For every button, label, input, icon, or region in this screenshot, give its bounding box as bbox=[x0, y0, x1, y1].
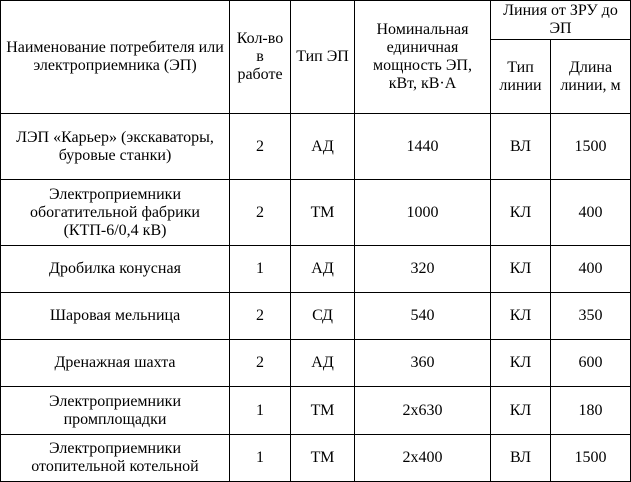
header-line-length: Длина линии, м bbox=[551, 40, 631, 114]
cell-line-type: ВЛ bbox=[491, 114, 551, 180]
cell-line-type: КЛ bbox=[491, 387, 551, 435]
cell-line-length: 600 bbox=[551, 340, 631, 387]
cell-count: 2 bbox=[230, 340, 291, 387]
cell-power: 320 bbox=[355, 246, 491, 293]
cell-name: ЛЭП «Карьер» (экскаваторы, буровые станки) bbox=[1, 114, 230, 180]
cell-name: Электроприемники промплощадки bbox=[1, 387, 230, 435]
cell-count: 2 bbox=[230, 293, 291, 340]
header-type: Тип ЭП bbox=[291, 1, 355, 114]
table-row bbox=[1, 387, 631, 435]
cell-line-type: КЛ bbox=[491, 180, 551, 246]
table-row bbox=[1, 340, 631, 387]
cell-count: 1 bbox=[230, 387, 291, 435]
cell-line-type: ВЛ bbox=[491, 435, 551, 482]
cell-count: 2 bbox=[230, 114, 291, 180]
cell-name: Электроприемники обогатительной фабрики (КТП-6/0,4 кВ) bbox=[1, 180, 230, 246]
cell-count: 2 bbox=[230, 180, 291, 246]
cell-count: 1 bbox=[230, 435, 291, 482]
cell-type: ТМ bbox=[291, 387, 355, 435]
table-row bbox=[1, 246, 631, 293]
cell-power: 2x630 bbox=[355, 387, 491, 435]
cell-count: 1 bbox=[230, 246, 291, 293]
table-row bbox=[1, 293, 631, 340]
table-row bbox=[1, 435, 631, 482]
cell-power: 1000 bbox=[355, 180, 491, 246]
cell-line-length: 180 bbox=[551, 387, 631, 435]
cell-line-type: КЛ bbox=[491, 293, 551, 340]
header-count: Кол-во в работе bbox=[230, 1, 291, 114]
cell-line-length: 400 bbox=[551, 246, 631, 293]
cell-name: Дренажная шахта bbox=[1, 340, 230, 387]
cell-power: 360 bbox=[355, 340, 491, 387]
cell-line-type: КЛ bbox=[491, 340, 551, 387]
cell-power: 1440 bbox=[355, 114, 491, 180]
table-row bbox=[1, 114, 631, 180]
header-line-type: Тип линии bbox=[491, 40, 551, 114]
cell-type: АД bbox=[291, 114, 355, 180]
cell-type: ТМ bbox=[291, 435, 355, 482]
cell-name: Шаровая мельница bbox=[1, 293, 230, 340]
table-row bbox=[1, 180, 631, 246]
cell-line-type: КЛ bbox=[491, 246, 551, 293]
header-line-group: Линия от ЗРУ до ЭП bbox=[491, 1, 631, 40]
header-row bbox=[1, 1, 631, 40]
cell-type: АД bbox=[291, 246, 355, 293]
cell-line-length: 350 bbox=[551, 293, 631, 340]
header-power: Номинальная единичная мощность ЭП, кВт, кВ·А bbox=[355, 1, 491, 114]
cell-line-length: 1500 bbox=[551, 435, 631, 482]
cell-name: Дробилка конусная bbox=[1, 246, 230, 293]
cell-line-length: 400 bbox=[551, 180, 631, 246]
cell-line-length: 1500 bbox=[551, 114, 631, 180]
cell-type: АД bbox=[291, 340, 355, 387]
cell-type: СД bbox=[291, 293, 355, 340]
cell-power: 540 bbox=[355, 293, 491, 340]
header-name: Наименование потребителя или электроприемника (ЭП) bbox=[1, 1, 230, 114]
cell-power: 2x400 bbox=[355, 435, 491, 482]
cell-name: Электроприемники отопительной котельной bbox=[1, 435, 230, 482]
cell-type: ТМ bbox=[291, 180, 355, 246]
